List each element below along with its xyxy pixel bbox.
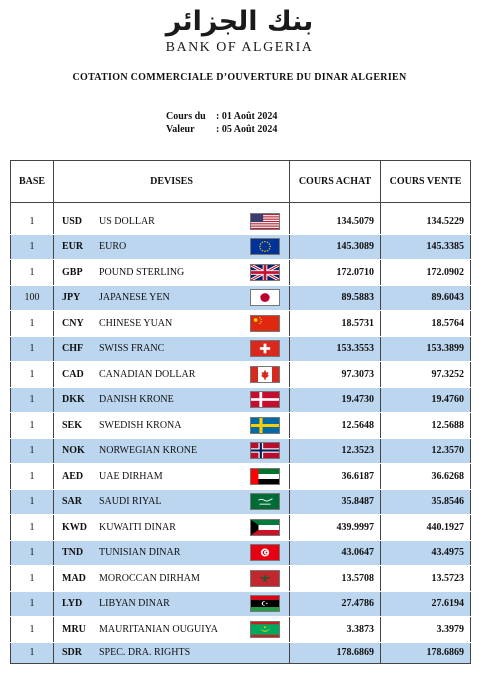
japan-flag-icon (250, 289, 280, 306)
currency-code: DKK (62, 394, 85, 406)
cours-vente-cell: 35.8546 (381, 489, 471, 515)
currency-name: JAPANESE YEN (99, 292, 170, 304)
cours-vente-cell: 12.5688 (381, 413, 471, 439)
base-cell: 1 (11, 387, 54, 413)
cours-achat-cell: 35.8487 (290, 489, 381, 515)
table-row (11, 209, 471, 235)
cours-achat-cell: 12.3523 (290, 438, 381, 464)
currency-code: AED (62, 470, 84, 482)
morocco-flag-icon (250, 570, 280, 587)
eu-flag-icon (250, 238, 280, 255)
base-cell: 1 (11, 311, 54, 337)
currency-name: TUNISIAN DINAR (99, 547, 181, 559)
cours-achat-cell: 12.5648 (290, 413, 381, 439)
currency-name: SPEC. DRA. RIGHTS (99, 647, 191, 658)
cours-vente-cell: 43.4975 (381, 540, 471, 566)
cours-label: Cours du (166, 111, 206, 122)
mauritania-flag-icon (250, 621, 280, 638)
cours-achat-cell: 43.0647 (290, 540, 381, 566)
base-cell: 1 (11, 489, 54, 515)
cours-achat-cell: 19.4730 (290, 387, 381, 413)
cours-achat-cell: 178.6869 (290, 642, 381, 663)
currency-cell (54, 260, 290, 286)
currency-name: DANISH KRONE (99, 394, 174, 406)
currency-code: MAD (62, 572, 86, 584)
bank-logo (0, 6, 479, 56)
cours-vente-cell: 27.6194 (381, 591, 471, 617)
currency-cell (54, 387, 290, 413)
base-cell: 1 (11, 438, 54, 464)
currency-name: CHINESE YUAN (99, 317, 173, 329)
cours-achat-cell: 145.3089 (290, 234, 381, 260)
valeur-date: : 05 Août 2024 (216, 124, 278, 135)
base-cell: 1 (11, 591, 54, 617)
base-cell: 1 (11, 540, 54, 566)
currency-code: MRU (62, 623, 86, 635)
table-row (11, 642, 471, 663)
sweden-flag-icon (250, 417, 280, 434)
table-row (11, 413, 471, 439)
currency-name: MAURITANIAN OUGUIYA (99, 623, 218, 635)
bank-name: BANK OF ALGERIA (165, 40, 314, 55)
currency-cell (54, 617, 290, 643)
currency-cell (54, 413, 290, 439)
bank-arabic-name: بنك الجزائر (165, 6, 314, 37)
exchange-rate-table (10, 160, 471, 664)
currency-name: MOROCCAN DIRHAM (99, 572, 200, 584)
cours-achat-cell: 27.4786 (290, 591, 381, 617)
base-cell: 1 (11, 413, 54, 439)
currency-name: EURO (99, 241, 127, 253)
header-cours-vente: COURS VENTE (381, 161, 471, 203)
currency-name: UAE DIRHAM (99, 470, 163, 482)
base-cell: 1 (11, 336, 54, 362)
base-cell: 1 (11, 642, 54, 663)
libya-flag-icon (250, 595, 280, 612)
currency-cell (54, 209, 290, 235)
cours-achat-cell: 172.0710 (290, 260, 381, 286)
table-row (11, 489, 471, 515)
currency-name: POUND STERLING (99, 266, 185, 278)
table-row (11, 515, 471, 541)
china-flag-icon (250, 315, 280, 332)
cours-vente-cell: 145.3385 (381, 234, 471, 260)
base-cell: 1 (11, 515, 54, 541)
currency-cell (54, 566, 290, 592)
cours-vente-cell: 13.5723 (381, 566, 471, 592)
denmark-flag-icon (250, 391, 280, 408)
base-cell: 1 (11, 617, 54, 643)
currency-cell (54, 285, 290, 311)
currency-code: LYD (62, 598, 83, 610)
header-base: BASE (11, 161, 54, 203)
table-row (11, 540, 471, 566)
tunisia-flag-icon (250, 544, 280, 561)
table-row (11, 438, 471, 464)
currency-name: SWISS FRANC (99, 343, 165, 355)
table-row (11, 617, 471, 643)
currency-cell (54, 311, 290, 337)
us-flag-icon (250, 213, 280, 230)
norway-flag-icon (250, 442, 280, 459)
base-cell: 1 (11, 362, 54, 388)
currency-cell (54, 336, 290, 362)
cours-vente-cell: 18.5764 (381, 311, 471, 337)
table-row (11, 285, 471, 311)
currency-code: CHF (62, 343, 84, 355)
base-cell: 100 (11, 285, 54, 311)
currency-name: CANADIAN DOLLAR (99, 368, 196, 380)
uae-flag-icon (250, 468, 280, 485)
currency-cell (54, 540, 290, 566)
base-cell: 1 (11, 260, 54, 286)
currency-code: SDR (62, 647, 83, 658)
page-title: COTATION COMMERCIALE D’OUVERTURE DU DINAR ALGERIEN (72, 72, 407, 83)
currency-cell (54, 642, 290, 663)
table-row (11, 234, 471, 260)
currency-cell (54, 362, 290, 388)
base-cell: 1 (11, 566, 54, 592)
currency-name: NORWEGIAN KRONE (99, 445, 198, 457)
currency-code: NOK (62, 445, 85, 457)
currency-code: CAD (62, 368, 84, 380)
table-row (11, 464, 471, 490)
cours-vente-cell: 178.6869 (381, 642, 471, 663)
currency-cell (54, 489, 290, 515)
cours-achat-cell: 153.3553 (290, 336, 381, 362)
cours-vente-cell: 97.3252 (381, 362, 471, 388)
currency-name: SWEDISH KRONA (99, 419, 182, 431)
base-cell: 1 (11, 464, 54, 490)
cours-vente-cell: 172.0902 (381, 260, 471, 286)
table-row (11, 336, 471, 362)
currency-code: GBP (62, 266, 83, 278)
date-block (166, 110, 277, 136)
base-cell: 1 (11, 234, 54, 260)
table-row (11, 591, 471, 617)
currency-code: SAR (62, 496, 83, 508)
cours-achat-cell: 36.6187 (290, 464, 381, 490)
cours-vente-cell: 134.5229 (381, 209, 471, 235)
cours-achat-cell: 89.5883 (290, 285, 381, 311)
saudi-flag-icon (250, 493, 280, 510)
canada-flag-icon (250, 366, 280, 383)
cours-achat-cell: 13.5708 (290, 566, 381, 592)
header-cours-achat: COURS ACHAT (290, 161, 381, 203)
valeur-label: Valeur (166, 124, 195, 135)
table-row (11, 387, 471, 413)
currency-code: TND (62, 547, 84, 559)
currency-code: KWD (62, 521, 87, 533)
cours-achat-cell: 97.3073 (290, 362, 381, 388)
cours-achat-cell: 134.5079 (290, 209, 381, 235)
cours-vente-cell: 19.4760 (381, 387, 471, 413)
cours-achat-cell: 439.9997 (290, 515, 381, 541)
cours-achat-cell: 3.3873 (290, 617, 381, 643)
cours-date: : 01 Août 2024 (216, 111, 278, 122)
currency-code: USD (62, 215, 83, 227)
currency-code: CNY (62, 317, 84, 329)
table-row (11, 362, 471, 388)
currency-name: LIBYAN DINAR (99, 598, 170, 610)
kuwait-flag-icon (250, 519, 280, 536)
currency-cell (54, 438, 290, 464)
cours-vente-cell: 440.1927 (381, 515, 471, 541)
base-cell: 1 (11, 209, 54, 235)
currency-cell (54, 464, 290, 490)
uk-flag-icon (250, 264, 280, 281)
currency-cell (54, 234, 290, 260)
cours-vente-cell: 153.3899 (381, 336, 471, 362)
currency-name: KUWAITI DINAR (99, 521, 176, 533)
currency-code: SEK (62, 419, 83, 431)
cours-vente-cell: 12.3570 (381, 438, 471, 464)
swiss-flag-icon (250, 340, 280, 357)
cours-vente-cell: 3.3979 (381, 617, 471, 643)
table-row (11, 566, 471, 592)
cours-vente-cell: 89.6043 (381, 285, 471, 311)
currency-name: SAUDI RIYAL (99, 496, 162, 508)
table-header-row (11, 161, 471, 203)
cours-vente-cell: 36.6268 (381, 464, 471, 490)
currency-code: EUR (62, 241, 84, 253)
currency-cell (54, 591, 290, 617)
currency-code: JPY (62, 292, 81, 304)
currency-cell (54, 515, 290, 541)
cours-achat-cell: 18.5731 (290, 311, 381, 337)
header-devises: DEVISES (54, 161, 290, 203)
table-row (11, 260, 471, 286)
currency-name: US DOLLAR (99, 215, 155, 227)
table-row (11, 311, 471, 337)
